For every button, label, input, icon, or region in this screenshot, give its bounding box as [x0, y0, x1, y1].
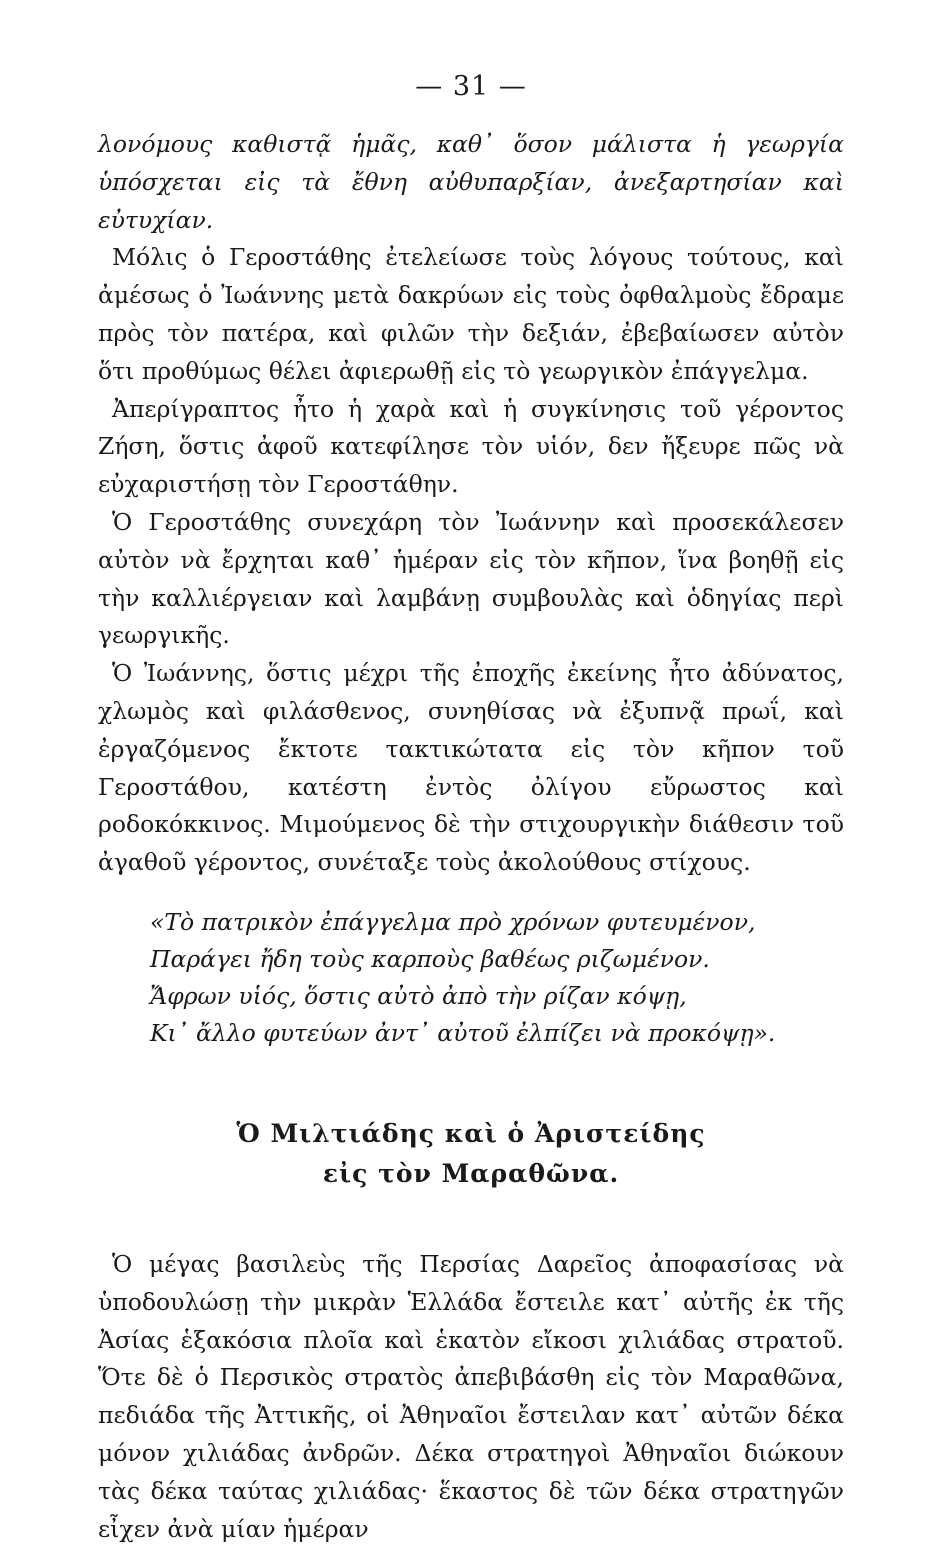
poem-line: Παράγει ἤδη τοὺς καρποὺς βαθέως ριζωμένον.: [150, 944, 710, 973]
poem-line: Ἄφρων υἱός, ὅστις αὐτὸ ἀπὸ τὴν ρίζαν κόψῃ,: [150, 981, 687, 1010]
paragraph-continued: λονόμους καθιστᾷ ἡμᾶς, καθ᾽ ὅσον μάλιστα ἡ γεωργία ὑπόσχεται εἰς τὰ ἔθνη αὐθυπαρξίαν, ἀνεξαρτησίαν καὶ εὐτυχίαν.: [98, 130, 844, 234]
paragraph-ioannis-health: Ὁ Ἰωάννης, ὅστις μέχρι τῆς ἐποχῆς ἐκείνης ἦτο ἀδύνατος, χλωμὸς καὶ φιλάσθενος, συνηθίσας νὰ ἐξυπνᾷ πρωΐ, καὶ ἐργαζόμενος ἔκτοτε τακτικώτατα εἰς τὸν κῆπον τοῦ Γεροστάθου, κατέστη ἐντὸς ὀλίγου εὔρωστος καὶ ροδοκόκκινος. Μιμούμενος δὲ τὴν στιχουργικὴν διάθεσιν τοῦ ἀγαθοῦ γέροντος, συνέταξε τοὺς ἀκολούθους στίχους.: [98, 659, 844, 877]
poem-line: Κι᾽ ἄλλο φυτεύων ἀντ᾽ αὐτοῦ ἐλπίζει νὰ προκόψῃ».: [150, 1018, 776, 1047]
poem: [150, 904, 844, 1052]
paragraph-joy-of-zisis: Ἀπερίγραπτος ἦτο ἡ χαρὰ καὶ ἡ συγκίνησις τοῦ γέροντος Ζήση, ὅστις ἀφοῦ κατεφίλησε τὸν υἱόν, δεν ἤξευρε πῶς νὰ εὐχαριστήσῃ τὸν Γεροστάθην.: [98, 394, 844, 499]
poem-line: «Τὸ πατρικὸν ἐπάγγελμα πρὸ χρόνων φυτευμένον,: [150, 907, 756, 936]
page-number: — 31 —: [415, 71, 527, 102]
section-title: [98, 1114, 844, 1194]
paragraph-darius-invasion: Ὁ μέγας βασιλεὺς τῆς Περσίας Δαρεῖος ἀποφασίσας νὰ ὑποδουλώσῃ τὴν μικρὰν Ἑλλάδα ἔστειλε κατ᾽ αὐτῆς ἐκ τῆς Ἀσίας ἑξακόσια πλοῖα καὶ ἑκατὸν εἴκοσι χιλιάδας στρατοῦ. Ὅτε δὲ ὁ Περσικὸς στρατὸς ἀπεβιβάσθη εἰς τὸν Μαραθῶνα, πεδιάδα τῆς Ἀττικῆς, οἱ Ἀθηναῖοι ἔστειλαν κατ᾽ αὐτῶν δέκα μόνον χιλιάδας ἀνδρῶν. Δέκα στρατηγοὶ Ἀθηναῖοι διώκουν τὰς δέκα ταύτας χιλιάδας· ἕκαστος δὲ τῶν δέκα στρατηγῶν εἶχεν ἀνὰ μίαν ἡμέραν: [98, 1249, 844, 1543]
paragraph-invitation-to-garden: Ὁ Γεροστάθης συνεχάρη τὸν Ἰωάννην καὶ προσεκάλεσεν αὐτὸν νὰ ἔρχηται καθ᾽ ἡμέραν εἰς τὸν κῆπον, ἵνα βοηθῇ εἰς τὴν καλλιέργειαν καὶ λαμβάνῃ συμβουλὰς καὶ ὁδηγίας περὶ γεωργικῆς.: [98, 507, 844, 650]
section-title-line-1: Ὁ Μιλτιάδης καὶ ὁ Ἀριστείδης: [236, 1118, 706, 1148]
section-title-line-2: εἰς τὸν Μαραθῶνα.: [322, 1158, 620, 1188]
paragraph-gerostathis-finished: Μόλις ὁ Γεροστάθης ἐτελείωσε τοὺς λόγους τούτους, καὶ ἀμέσως ὁ Ἰωάννης μετὰ δακρύων εἰς τοὺς ὀφθαλμοὺς ἔδραμε πρὸς τὸν πατέρα, καὶ φιλῶν τὴν δεξιάν, ἐβεβαίωσεν αὐτὸν ὅτι προθύμως θέλει ἀφιερωθῇ εἰς τὸ γεωργικὸν ἐπάγγελμα.: [98, 243, 844, 385]
